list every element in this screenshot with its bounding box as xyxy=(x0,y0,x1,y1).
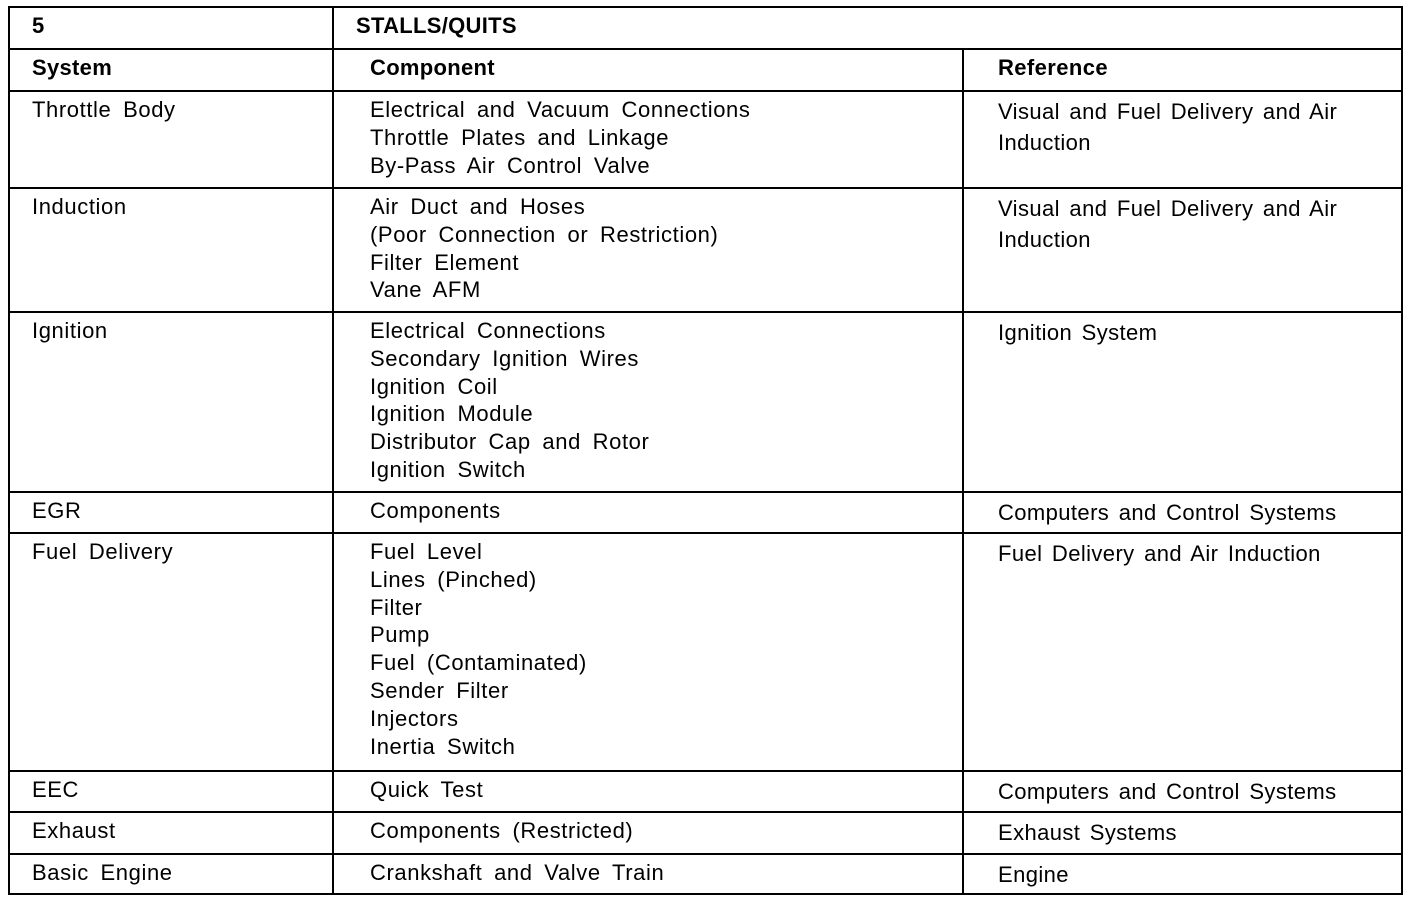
system-cell: Ignition xyxy=(10,313,334,493)
component-cell xyxy=(334,92,964,189)
component-cell xyxy=(334,493,964,534)
system-cell: Induction xyxy=(10,189,334,313)
component-item: Quick Test xyxy=(370,777,484,802)
table-number: 5 xyxy=(10,8,334,50)
reference-cell: Visual and Fuel Delivery and Air Induction xyxy=(964,189,1401,313)
component-cell xyxy=(334,855,964,895)
system-cell: Fuel Delivery xyxy=(10,534,334,772)
reference-cell: Computers and Control Systems xyxy=(964,493,1401,534)
reference-cell: Engine xyxy=(998,862,1069,887)
component-item: Fuel Level xyxy=(370,539,483,564)
component-item: Injectors xyxy=(370,705,459,731)
component-item: (Poor Connection or Restriction) xyxy=(370,221,719,247)
component-item: By-Pass Air Control Valve xyxy=(370,152,651,178)
component-item: Filter Element xyxy=(370,249,520,275)
component-item: Ignition Switch xyxy=(370,456,526,482)
component-item: Secondary Ignition Wires xyxy=(370,345,639,371)
column-header-reference: Reference xyxy=(964,50,1401,92)
component-item: Electrical Connections xyxy=(370,318,606,343)
system-cell: Exhaust xyxy=(10,813,334,855)
reference-cell: Visual and Fuel Delivery and Air Induction xyxy=(964,92,1401,189)
component-item: Ignition Coil xyxy=(370,373,498,399)
diagnostic-table xyxy=(8,6,1403,895)
component-item: Pump xyxy=(370,622,430,648)
component-cell xyxy=(334,189,964,313)
reference-cell: Ignition System xyxy=(964,313,1401,493)
component-cell xyxy=(334,534,964,772)
component-item: Air Duct and Hoses xyxy=(370,194,586,219)
system-cell: EEC xyxy=(10,772,334,813)
component-cell xyxy=(334,813,964,855)
component-item: Components xyxy=(370,498,501,523)
component-item: Sender Filter xyxy=(370,677,509,703)
system-cell: Basic Engine xyxy=(10,855,334,895)
reference-cell: Computers and Control Systems xyxy=(964,772,1401,813)
component-item: Components (Restricted) xyxy=(370,818,634,843)
component-item: Ignition Module xyxy=(370,401,534,427)
system-cell: Throttle Body xyxy=(10,92,334,189)
component-item: Throttle Plates and Linkage xyxy=(370,124,670,150)
component-item: Lines (Pinched) xyxy=(370,566,537,592)
column-header-system: System xyxy=(10,50,334,92)
table-title: STALLS/QUITS xyxy=(334,8,1401,50)
component-item: Electrical and Vacuum Connections xyxy=(370,97,751,122)
component-cell xyxy=(334,313,964,493)
component-item: Vane AFM xyxy=(370,277,481,303)
system-cell: EGR xyxy=(10,493,334,534)
reference-cell: Exhaust Systems xyxy=(964,813,1401,855)
column-header-component: Component xyxy=(334,50,964,92)
component-item: Crankshaft and Valve Train xyxy=(370,860,665,885)
component-item: Distributor Cap and Rotor xyxy=(370,429,650,455)
component-item: Inertia Switch xyxy=(370,733,516,759)
component-cell xyxy=(334,772,964,813)
component-item: Fuel (Contaminated) xyxy=(370,650,587,676)
component-item: Filter xyxy=(370,594,423,620)
reference-cell: Fuel Delivery and Air Induction xyxy=(964,534,1401,772)
